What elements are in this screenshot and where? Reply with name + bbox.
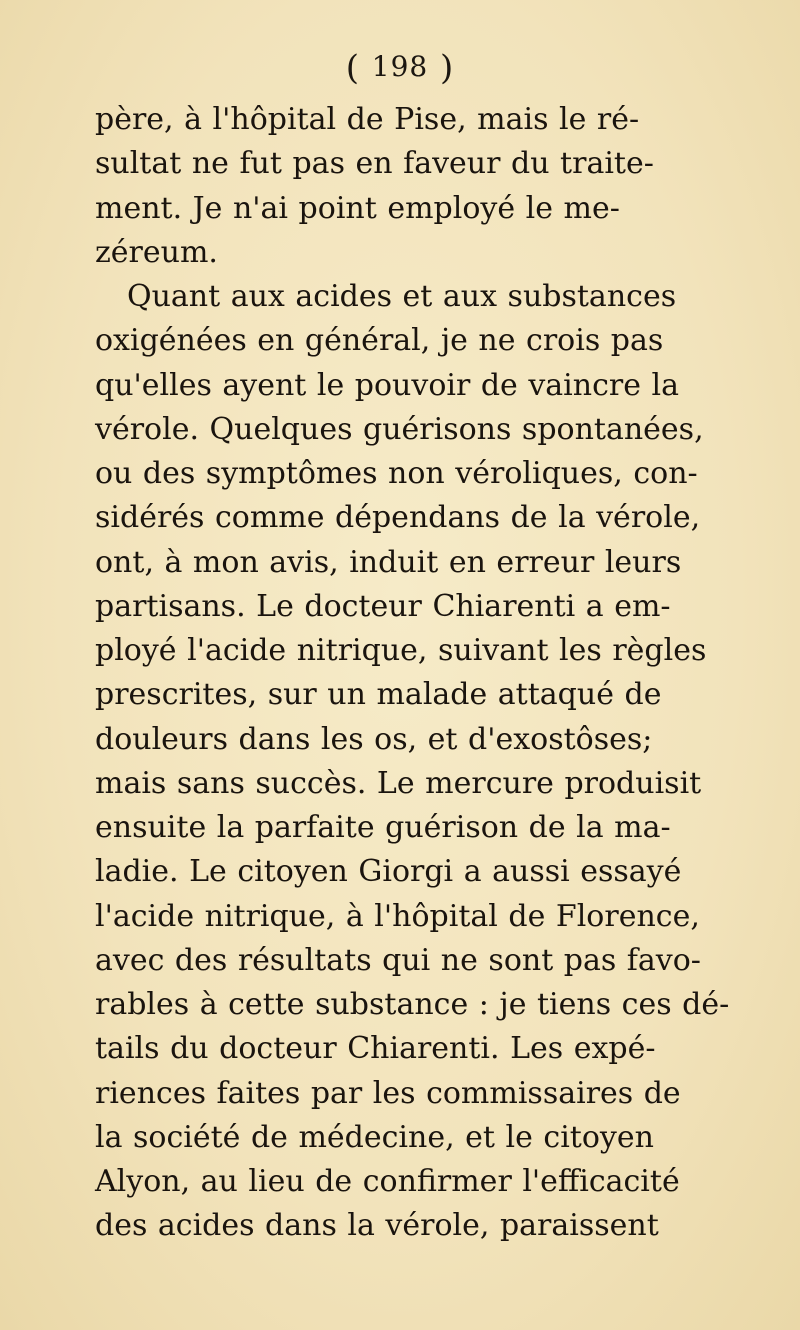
- text-line: tails du docteur Chiarenti. Les expé-: [95, 1031, 656, 1067]
- text-line: ensuite la parfaite guérison de la ma-: [95, 810, 671, 845]
- text-line: mais sans succès. Le mercure produisit: [95, 765, 702, 801]
- text-line: riences faites par les commissaires de: [95, 1075, 681, 1111]
- text-line: ont, à mon avis, induit en erreur leurs: [95, 544, 682, 580]
- text-line: rables à cette substance : je tiens ces dé-: [95, 987, 730, 1022]
- text-line: Alyon, au lieu de confirmer l'efficacité: [95, 1164, 680, 1199]
- text-line: l'acide nitrique, à l'hôpital de Florence,: [95, 898, 700, 934]
- text-line: ment. Je n'ai point employé le me-: [95, 190, 620, 226]
- folio-close-paren: ): [440, 48, 455, 88]
- text-line: qu'elles ayent le pouvoir de vaincre la: [95, 367, 680, 403]
- text-line: ladie. Le citoyen Giorgi a aussi essayé: [95, 854, 682, 890]
- page-number-header: [0, 48, 800, 88]
- text-line: ployé l'acide nitrique, suivant les règles: [95, 633, 707, 668]
- page-number: 198: [371, 50, 429, 83]
- paragraph-start-line: Quant aux acides et aux substances: [127, 279, 677, 314]
- text-line: vérole. Quelques guérisons spontanées,: [95, 411, 704, 447]
- text-line: des acides dans la vérole, paraissent: [95, 1208, 659, 1244]
- text-line: la société de médecine, et le citoyen: [95, 1119, 654, 1155]
- text-line: sultat ne fut pas en faveur du traite-: [95, 146, 654, 182]
- text-line: avec des résultats qui ne sont pas favo-: [95, 942, 701, 978]
- text-line: douleurs dans les os, et d'exostôses;: [95, 721, 653, 757]
- text-line: sidérés comme dépendans de la vérole,: [95, 500, 701, 536]
- text-line: zéreum.: [95, 234, 218, 270]
- body-text: [95, 98, 795, 1249]
- text-line: prescrites, sur un malade attaqué de: [95, 677, 662, 713]
- text-line: ou des symptômes non véroliques, con-: [95, 456, 698, 491]
- text-line: père, à l'hôpital de Pise, mais le ré-: [95, 102, 640, 137]
- text-line: partisans. Le docteur Chiarenti a em-: [95, 588, 671, 624]
- folio-open-paren: (: [345, 48, 360, 88]
- text-line: oxigénées en général, je ne crois pas: [95, 323, 664, 359]
